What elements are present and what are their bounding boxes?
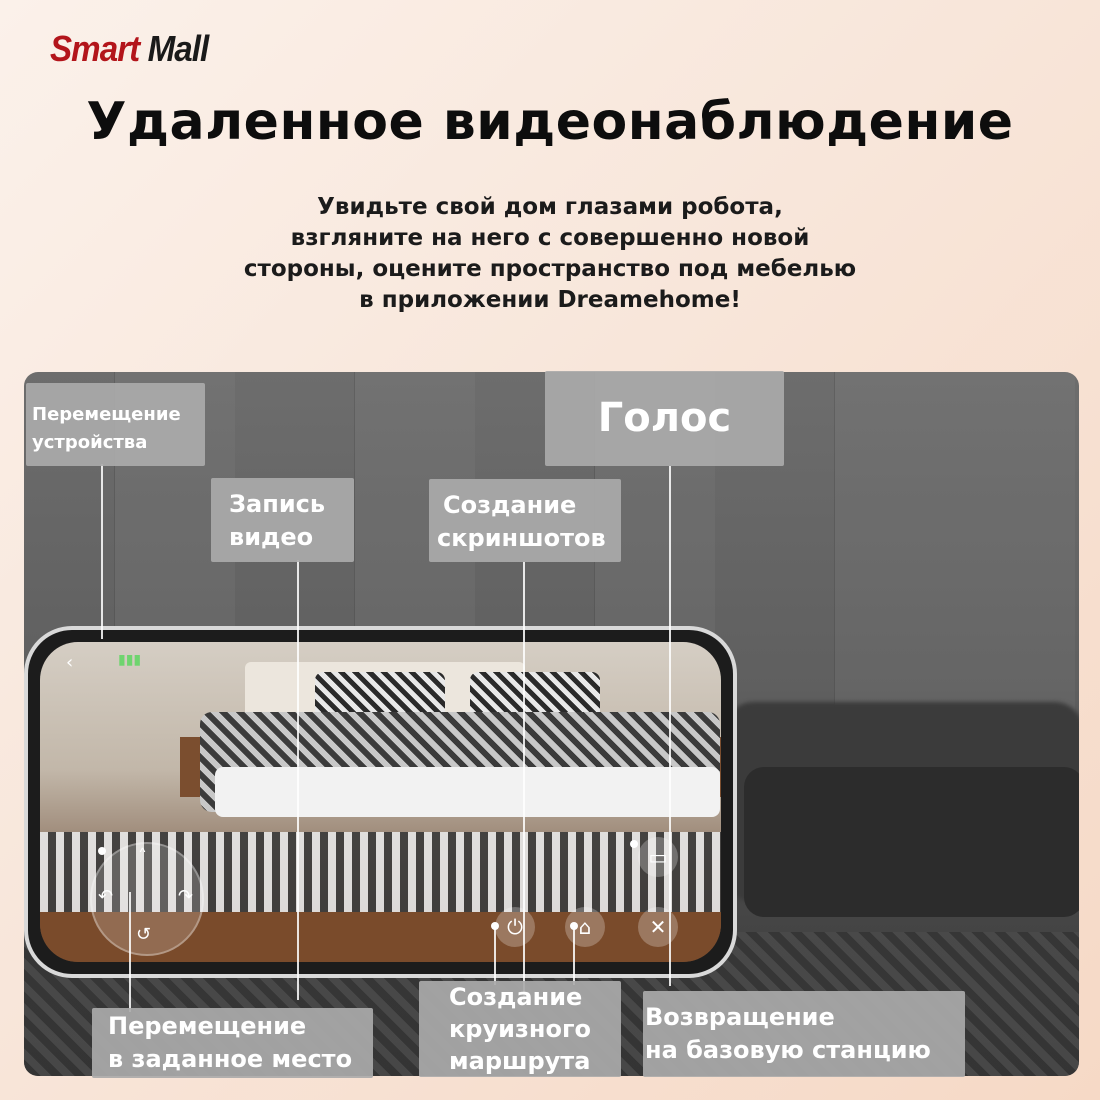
sofa-seat <box>744 767 1079 917</box>
bed-sheet <box>215 767 720 817</box>
phone-screen <box>40 642 721 962</box>
subtitle <box>0 192 1100 316</box>
label-line: на базовую станцию <box>645 1036 931 1064</box>
subtitle-line: в приложении Dreamehome! <box>359 287 741 313</box>
connector-line <box>669 466 671 986</box>
connector-dot <box>630 840 638 848</box>
label-line: видео <box>229 523 314 551</box>
cruise-icon[interactable]: ⏻ <box>495 907 535 947</box>
page-title: Удаленное видеонаблюдение <box>86 92 1014 152</box>
label-return-base <box>643 991 965 1077</box>
label-line: Возвращение <box>645 1003 835 1031</box>
connector-line <box>523 562 525 1002</box>
label-record-video <box>211 478 354 562</box>
signal-icon: ▮▮▮ <box>118 652 142 668</box>
rotate-right-icon[interactable]: ↷ <box>178 886 194 907</box>
arrow-down-icon[interactable]: ↺ <box>136 924 152 945</box>
subtitle-line: стороны, оцените пространство под мебелью <box>243 256 857 282</box>
rotate-left-icon[interactable]: ↶ <box>98 886 114 907</box>
camera-scene <box>24 372 1079 1076</box>
connector-dot <box>491 922 499 930</box>
label-device-move <box>26 383 205 466</box>
connector-line <box>494 927 496 985</box>
brand-logo-part1: Smart <box>50 28 140 69</box>
label-line: маршрута <box>449 1047 591 1075</box>
label-voice <box>545 371 784 466</box>
label-line: Создание <box>449 983 583 1011</box>
label-line: Запись <box>229 490 326 518</box>
subtitle-line: взгляните на него с совершенно новой <box>290 225 810 251</box>
brand-logo-part2: Mall <box>147 28 209 69</box>
label-move-to-place <box>92 1008 373 1078</box>
brand-logo <box>50 28 208 70</box>
label-cruise-route <box>419 981 621 1077</box>
home-return-icon[interactable]: ⌂ <box>565 907 605 947</box>
label-line: круизного <box>449 1015 591 1043</box>
label-line: в заданное место <box>108 1045 353 1073</box>
label-screenshot <box>429 479 621 562</box>
connector-dot <box>570 922 578 930</box>
connector-line <box>573 927 575 985</box>
direction-pad-icon[interactable] <box>90 842 204 956</box>
map-icon[interactable]: ✕ <box>638 907 678 947</box>
connector-line <box>129 892 131 1012</box>
label-line: Создание <box>443 491 577 519</box>
label-line: Перемещение <box>32 404 181 425</box>
subtitle-line: Увидьте свой дом глазами робота, <box>317 194 783 220</box>
connector-line <box>101 464 103 639</box>
label-line: Голос <box>597 395 732 441</box>
label-line: Перемещение <box>108 1012 307 1040</box>
label-line: устройства <box>32 432 148 453</box>
connector-dot <box>98 847 106 855</box>
arrow-up-icon[interactable]: ˄ <box>138 846 147 867</box>
camera-icon[interactable]: ▭ <box>638 837 678 877</box>
label-line: скриншотов <box>437 524 606 552</box>
connector-line <box>297 560 299 1000</box>
chevron-left-icon[interactable]: ‹ <box>66 652 74 673</box>
